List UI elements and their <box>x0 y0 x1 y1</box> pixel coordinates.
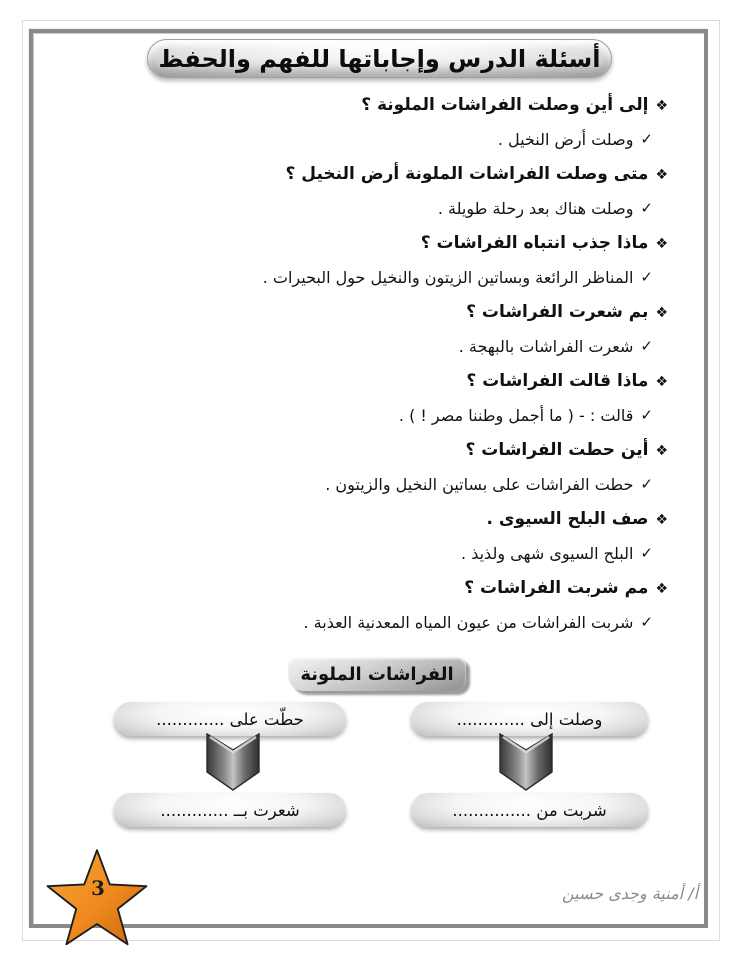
diagram-node-landed-on <box>114 702 346 736</box>
answer-line <box>56 330 668 365</box>
page-number-star-icon <box>42 846 152 950</box>
checkmark-icon: ✓ <box>640 129 653 148</box>
answer-line <box>56 261 668 296</box>
question-line <box>56 88 668 123</box>
question-line <box>56 502 668 537</box>
checkmark-icon: ✓ <box>640 405 653 424</box>
teacher-signature: أ/ أمنية وجدى حسين <box>561 884 699 903</box>
page-number: 3 <box>91 875 105 900</box>
answer-line <box>56 606 668 641</box>
question-text: مم شربت الفراشات ؟ <box>464 578 649 599</box>
answer-line <box>56 468 668 503</box>
diamond-bullet-icon: ❖ <box>655 512 668 529</box>
diamond-bullet-icon: ❖ <box>655 374 668 391</box>
question-text: أين حطت الفراشات ؟ <box>465 440 649 461</box>
question-line <box>56 157 668 192</box>
question-line <box>56 226 668 261</box>
answer-text: وصلت هناك بعد رحلة طويلة . <box>437 199 634 219</box>
diagram-title-box <box>288 657 466 691</box>
diagram-node-text: شربت من ............... <box>452 800 607 820</box>
checkmark-icon: ✓ <box>640 543 653 562</box>
question-text: متى وصلت الفراشات الملونة أرض النخيل ؟ <box>285 164 649 185</box>
question-line <box>56 571 668 606</box>
diamond-bullet-icon: ❖ <box>655 98 668 115</box>
answer-text: وصلت أرض النخيل . <box>497 130 634 150</box>
question-text: بم شعرت الفراشات ؟ <box>466 302 649 323</box>
diamond-bullet-icon: ❖ <box>655 305 668 322</box>
checkmark-icon: ✓ <box>640 336 653 355</box>
diagram-node-felt <box>114 793 346 827</box>
answer-text: المناظر الرائعة وبساتين الزيتون والنخيل حول البحيرات . <box>262 268 634 288</box>
page-title: أسئلة الدرس وإجاباتها للفهم والحفظ <box>158 44 601 73</box>
title-banner <box>147 39 612 78</box>
diagram-node-drank-from <box>411 793 648 827</box>
checkmark-icon: ✓ <box>640 474 653 493</box>
question-line <box>56 295 668 330</box>
answer-text: قالت : - ( ما أجمل وطننا مصر ! ) . <box>398 406 634 426</box>
answer-line <box>56 537 668 572</box>
question-text: إلى أين وصلت الفراشات الملونة ؟ <box>361 95 649 116</box>
qa-list <box>56 88 668 640</box>
answer-text: شربت الفراشات من عيون المياه المعدنية العذبة . <box>303 613 634 633</box>
down-arrow-icon <box>499 733 553 791</box>
down-arrow-icon <box>206 733 260 791</box>
diagram-node-arrived-to <box>411 702 648 736</box>
answer-line <box>56 399 668 434</box>
answer-line <box>56 123 668 158</box>
answer-line <box>56 192 668 227</box>
diagram-node-text: حطّت على ............. <box>156 709 304 729</box>
checkmark-icon: ✓ <box>640 198 653 217</box>
diamond-bullet-icon: ❖ <box>655 236 668 253</box>
diamond-bullet-icon: ❖ <box>655 581 668 598</box>
diagram-title-text: الفراشات الملونة <box>300 663 454 685</box>
answer-text: شعرت الفراشات بالبهجة . <box>458 337 634 357</box>
answer-text: حطت الفراشات على بساتين النخيل والزيتون . <box>325 475 634 495</box>
question-line <box>56 433 668 468</box>
question-text: ماذا جذب انتباه الفراشات ؟ <box>420 233 649 254</box>
checkmark-icon: ✓ <box>640 612 653 631</box>
checkmark-icon: ✓ <box>640 267 653 286</box>
question-text: ماذا قالت الفراشات ؟ <box>466 371 649 392</box>
answer-text: البلح السيوى شهى ولذيذ . <box>461 544 634 564</box>
question-line <box>56 364 668 399</box>
diamond-bullet-icon: ❖ <box>655 167 668 184</box>
diamond-bullet-icon: ❖ <box>655 443 668 460</box>
question-text: صف البلح السيوى . <box>486 509 649 530</box>
diagram-node-text: شعرت بــ ............. <box>160 800 300 820</box>
diagram-node-text: وصلت إلى ............. <box>456 709 603 729</box>
